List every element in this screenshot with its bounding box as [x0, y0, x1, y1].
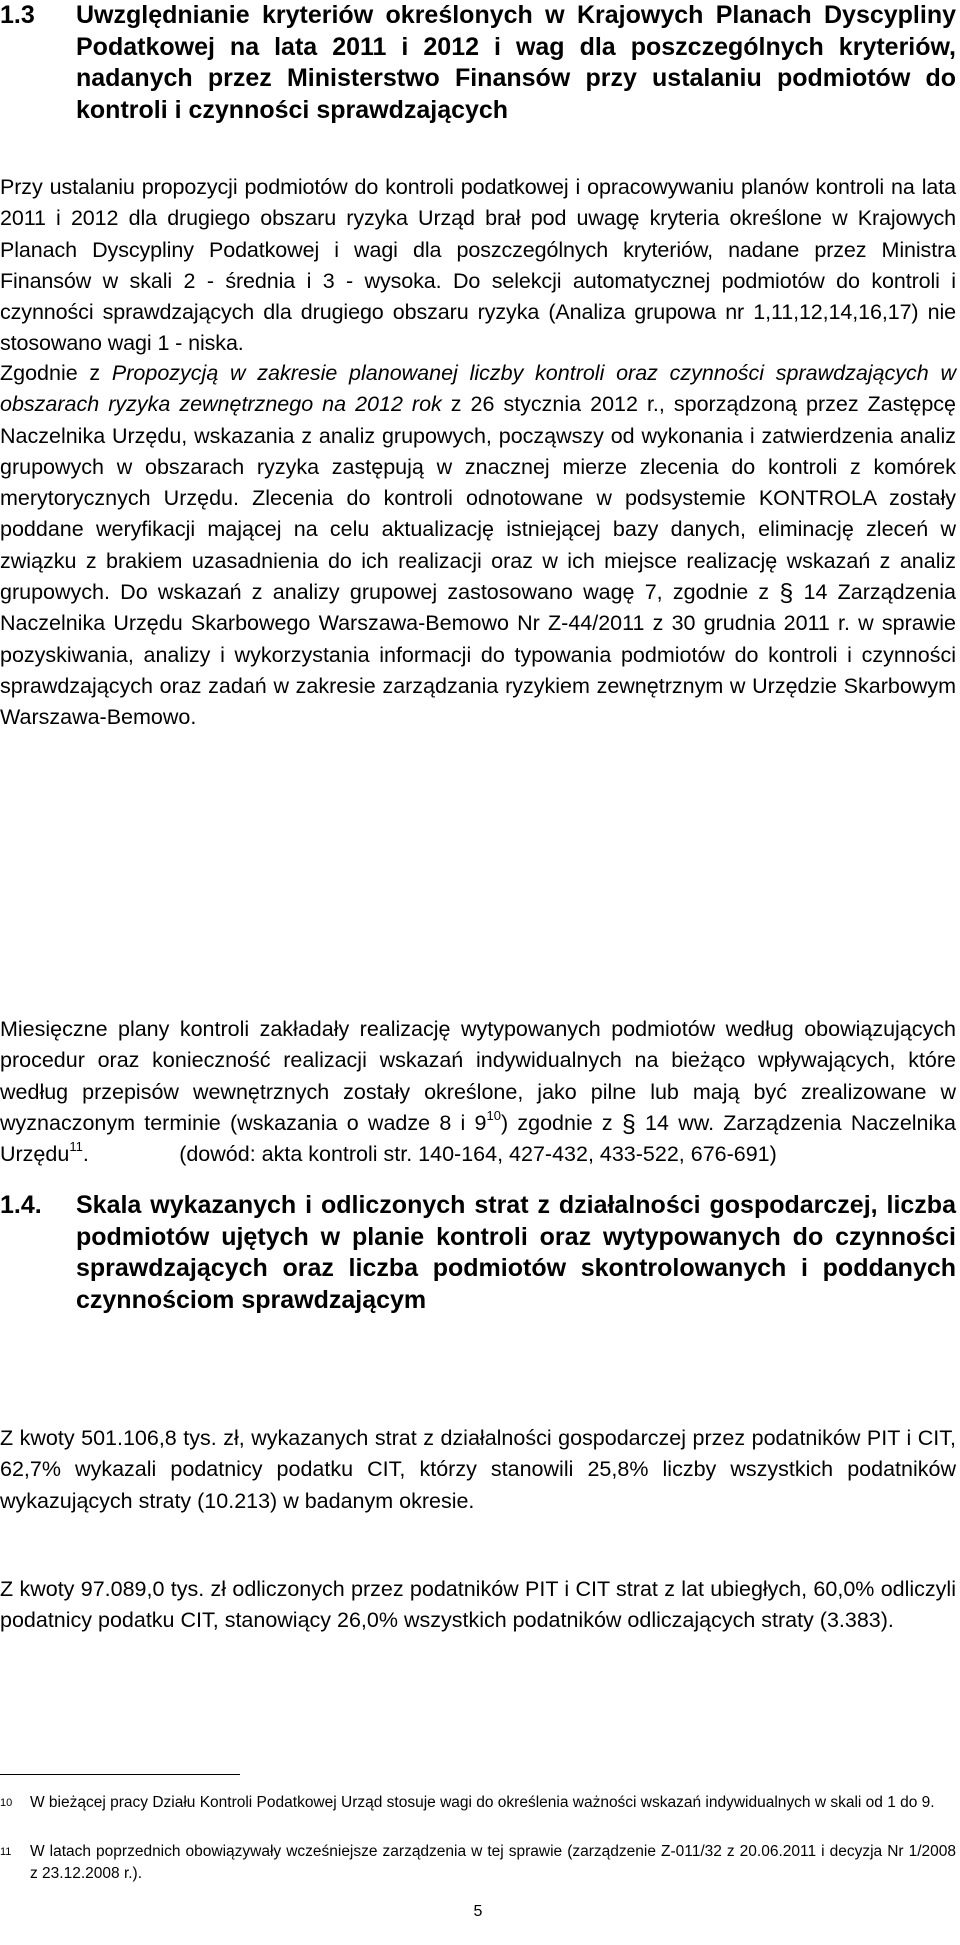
section-number: 1.4. — [0, 1191, 42, 1219]
section-number: 1.3 — [0, 1, 35, 29]
paragraph-text: 14 ww. Zarządzenia Naczelnika Urzędu — [0, 1110, 956, 1167]
footnote-text: W latach poprzednich obowiązywały wcześniejsze zarządzenia w tej sprawie (zarządzenie Z-011/32 z 20.06.2011 i decyzja Nr 1/2008 z 23.12.2008 r.). — [30, 1843, 956, 1882]
footnote-ref[interactable]: 10 — [486, 1107, 501, 1123]
footnote-text: W bieżącej pracy Działu Kontroli Podatkowej Urząd stosuje wagi do określenia ważności wskazań indywidualnych w skali od 1 do 9. — [30, 1794, 935, 1811]
footnote-number: 10 — [0, 1797, 13, 1809]
section-sign: § — [621, 1109, 636, 1138]
section-title: Uwzględnianie kryteriów określonych w Krajowych Planach Dyscypliny Podatkowej na lata 2011 i 2012 i wag dla poszczególnych kryteriów, nadanych przez Ministerstwo Finansów przy ustalaniu podmiotów do kontroli i czynności sprawdzających — [76, 1, 956, 124]
paragraph-criteria — [0, 172, 956, 360]
paragraph-text: Przy ustalaniu propozycji podmiotów do kontroli podatkowej i opracowywaniu planów kontroli na lata 2011 i 2012 dla drugiego obszaru ryzyka Urząd brał pod uwagę kryteria określone w Krajowych Planach Dyscypliny Podatkowej i wagi dla poszczególnych kryteriów, nadane przez Ministra Finansów w skali 2 - średnia i 3 - wysoka. — [0, 175, 956, 293]
section-sign: § — [779, 579, 794, 608]
footnote-separator — [0, 1774, 240, 1775]
section-title: Skala wykazanych i odliczonych strat z działalności gospodarczej, liczba podmiotów ujętych w planie kontroli oraz wytypowanych do czynności sprawdzających oraz liczba podmiotów skontrolowanych i poddanych czynnościom sprawdzającym — [76, 1191, 956, 1314]
evidence-note: (dowód: akta kontroli str. 140-164, 427-432, 433-522, 676-691) — [179, 1142, 777, 1166]
paragraph-text: Do selekcji automatycznej podmiotów do kontroli i czynności sprawdzających dla drugiego obszaru ryzyka (Analiza grupowa nr 1,11,12,14,16,17) nie stosowano wagi 1 - niska. — [0, 268, 956, 356]
footnote-number: 11 — [0, 1846, 12, 1858]
document-title-italic: Propozycją w zakresie planowanej liczby kontroli oraz czynności sprawdzających w obszarach ryzyka zewnętrznego na 2012 rok — [0, 361, 956, 417]
paragraph-text: ) zgodnie z — [500, 1110, 622, 1135]
footnote-11 — [0, 1841, 956, 1885]
paragraph-text: 14 Zarządzenia Naczelnika Urzędu Skarbowego Warszawa-Bemowo Nr Z-44/2011 z 30 grudnia 2011 r. w sprawie pozyskiwania, analizy i wykorzystania informacji do typowania podmiotów do kontroli i czynności sprawdzających oraz zadań w zakresie zarządzania ryzykiem zewnętrznym w Urzędzie Skarbowym Warszawa-Bemowo. — [0, 580, 956, 730]
paragraph-losses-reported: Z kwoty 501.106,8 tys. zł, wykazanych strat z działalności gospodarczej przez podatników PIT i CIT, 62,7% wykazali podatnicy podatku CIT, którzy stanowili 25,8% liczby wszystkich podatników wykazujących straty (10.213) w badanym okresie. — [0, 1426, 956, 1513]
footnote-ref[interactable]: 11 — [69, 1139, 83, 1155]
section-heading-1-3 — [0, 0, 956, 126]
paragraph-proposal — [0, 358, 956, 734]
paragraph-text: Zgodnie z — [0, 361, 112, 385]
footnote-10 — [0, 1792, 956, 1814]
paragraph-text: z 26 stycznia 2012 r. — [441, 392, 659, 417]
paragraph-text: Miesięczne plany kontroli zakładały realizację wytypowanych podmiotów według obowiązujących procedur oraz konieczność realizacji wskazań indywidualnych na bieżąco wpływających, które według przepisów wewnętrznych zostały określone, jako pilne lub mają być zrealizowane w wyznaczonym terminie (wskazania o wadze 8 i 9 — [0, 1017, 956, 1135]
page-number: 5 — [473, 1903, 483, 1920]
paragraph-losses-deducted: Z kwoty 97.089,0 tys. zł odliczonych przez podatników PIT i CIT strat z lat ubiegłych, 60,0% odliczyli podatnicy podatku CIT, stanowiący 26,0% wszystkich podatników odliczających straty (3.383). — [0, 1577, 956, 1633]
section-heading-1-4 — [0, 1190, 956, 1316]
paragraph-text: . — [82, 1142, 89, 1167]
paragraph-text: , sporządzoną przez Zastępcę Naczelnika Urzędu, wskazania z analiz grupowych, począwszy od wykonania i zatwierdzenia analiz grupowych w obszarach ryzyka zastępują w znacznej mierze zlecenia do kontroli z komórek merytorycznych Urzędu. Zlecenia do kontroli odnotowane w podsystemie KONTROLA zostały poddane weryfikacji mającej na celu aktualizację istniejącej bazy danych, eliminację zleceń w związku z brakiem uzasadnienia do ich realizacji oraz w ich miejsce realizację wskazań z analiz grupowych. Do wskazań z analizy grupowej zastosowano wagę 7, zgodnie z — [0, 392, 956, 605]
